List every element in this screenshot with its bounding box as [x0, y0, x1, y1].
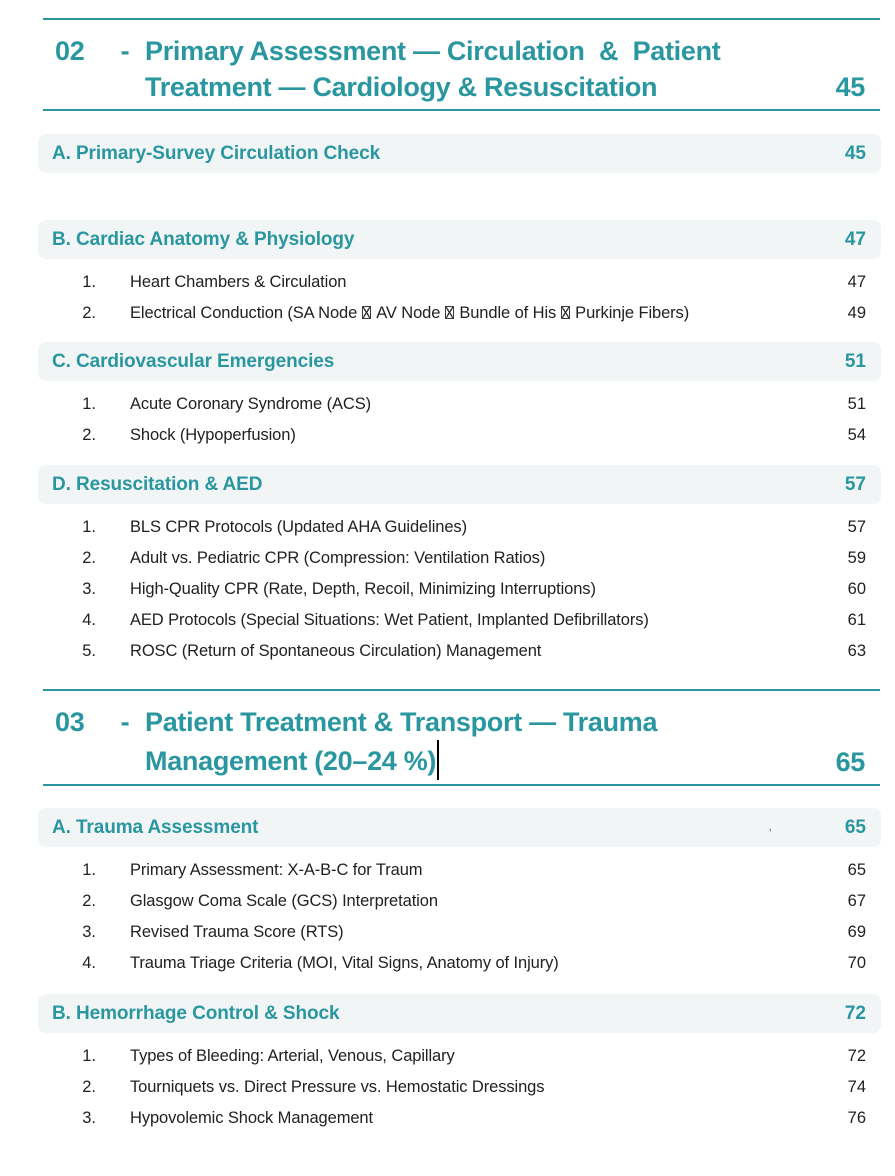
chapter-dash: -: [120, 36, 130, 66]
toc-item[interactable]: [38, 948, 881, 979]
chapter-title-line2: [145, 740, 880, 780]
section-heading-primary-survey[interactable]: [38, 134, 881, 173]
stray-mark: ʼ: [769, 828, 772, 840]
chapter-title: [145, 704, 880, 780]
item-number: 1.: [82, 395, 96, 413]
item-title: Hypovolemic Shock Management: [130, 1109, 373, 1127]
chapter-title-line1: Primary Assessment — Circulation & Patient: [145, 36, 721, 66]
section-items: [38, 389, 881, 451]
toc-item[interactable]: [38, 886, 881, 917]
item-title: Glasgow Coma Scale (GCS) Interpretation: [130, 892, 438, 910]
item-title: Tourniquets vs. Direct Pressure vs. Hemostatic Dressings: [130, 1078, 545, 1096]
section-label: A. Trauma Assessment: [52, 816, 259, 838]
item-title: ROSC (Return of Spontaneous Circulation) Management: [130, 642, 542, 660]
toc-item[interactable]: [38, 1072, 881, 1103]
section-label: B. Cardiac Anatomy & Physiology: [52, 228, 355, 250]
item-page-number: 61: [847, 611, 866, 629]
chapter-title-line2-text: Management (20–24 %): [145, 746, 437, 776]
item-title: Types of Bleeding: Arterial, Venous, Capillary: [130, 1047, 455, 1065]
item-page-number: 54: [847, 426, 866, 444]
section-heading-resuscitation-aed[interactable]: [38, 465, 881, 504]
item-title: Heart Chambers & Circulation: [130, 273, 347, 291]
item-title: Primary Assessment: X-A-B-C for Traum: [130, 861, 423, 879]
toc-item[interactable]: [38, 636, 881, 667]
section-items: [38, 267, 881, 329]
item-number: 4.: [82, 611, 96, 629]
section-items: [38, 855, 881, 979]
section-page-number: 57: [844, 473, 866, 495]
section-heading-cardiac-anatomy[interactable]: [38, 220, 881, 259]
section-heading-trauma-assessment[interactable]: [38, 808, 881, 847]
section-label: D. Resuscitation & AED: [52, 473, 263, 495]
item-number: 2.: [82, 1078, 96, 1096]
item-title-part: Purkinje Fibers): [575, 304, 690, 322]
item-page-number: 65: [847, 861, 866, 879]
toc-item[interactable]: [38, 1103, 881, 1134]
toc-item[interactable]: [38, 420, 881, 451]
chapter-dash: -: [120, 707, 130, 737]
chapter-number: 03: [55, 707, 85, 737]
chapter-02-heading[interactable]: [43, 18, 880, 111]
item-title: BLS CPR Protocols (Updated AHA Guidelines): [130, 518, 467, 536]
section-page-number: 51: [844, 350, 866, 372]
section-label: C. Cardiovascular Emergencies: [52, 350, 335, 372]
item-title: Acute Coronary Syndrome (ACS): [130, 395, 372, 413]
toc-item[interactable]: [38, 855, 881, 886]
section-page-number: 47: [844, 228, 866, 250]
item-number: 3.: [82, 1109, 96, 1127]
item-page-number: 72: [847, 1047, 866, 1065]
item-page-number: 51: [847, 395, 866, 413]
item-page-number: 47: [847, 273, 866, 291]
item-number: 2.: [82, 549, 96, 567]
toc-item[interactable]: [38, 267, 881, 298]
item-title-part: Bundle of His: [459, 304, 557, 322]
toc-item[interactable]: [38, 574, 881, 605]
item-title: Shock (Hypoperfusion): [130, 426, 296, 444]
item-title-part: Electrical Conduction (SA Node: [130, 304, 358, 322]
section-page-number: 45: [844, 142, 866, 164]
chapter-page-number: 65: [835, 747, 865, 777]
section-label: B. Hemorrhage Control & Shock: [52, 1002, 340, 1024]
item-number: 1.: [82, 273, 96, 291]
toc-item[interactable]: [38, 298, 881, 329]
item-number: 3.: [82, 923, 96, 941]
toc-page: [38, 0, 881, 1134]
item-page-number: 67: [847, 892, 866, 910]
section-items: [38, 1041, 881, 1134]
toc-item[interactable]: [38, 543, 881, 574]
chapter-02-row: [55, 33, 880, 105]
item-title: High-Quality CPR (Rate, Depth, Recoil, Minimizing Interruptions): [130, 580, 596, 598]
item-page-number: 69: [847, 923, 866, 941]
chapter-page-number: 45: [835, 72, 865, 102]
item-page-number: 59: [847, 549, 866, 567]
section-heading-hemorrhage-control[interactable]: [38, 994, 881, 1033]
section-page-number: 72: [844, 1002, 866, 1024]
item-page-number: 74: [847, 1078, 866, 1096]
item-number: 1.: [82, 861, 96, 879]
chapter-title: [145, 33, 880, 105]
toc-item[interactable]: [38, 389, 881, 420]
item-number: 5.: [82, 642, 96, 660]
chapter-number: 02: [55, 36, 85, 66]
item-page-number: 63: [847, 642, 866, 660]
section-heading-cardiovascular-emergencies[interactable]: [38, 342, 881, 381]
toc-item[interactable]: [38, 1041, 881, 1072]
chapter-03-row: [55, 704, 880, 780]
item-number: 2.: [82, 304, 96, 322]
item-title: [130, 304, 689, 323]
item-title: Trauma Triage Criteria (MOI, Vital Signs, Anatomy of Injury): [130, 954, 559, 972]
item-title: AED Protocols (Special Situations: Wet Patient, Implanted Defibrillators): [130, 611, 649, 629]
item-number: 1.: [82, 1047, 96, 1065]
item-page-number: 76: [847, 1109, 866, 1127]
chapter-title-line2: Treatment — Cardiology & Resuscitation: [145, 72, 658, 102]
text-cursor: [437, 740, 439, 780]
toc-item[interactable]: [38, 917, 881, 948]
item-page-number: 60: [847, 580, 866, 598]
item-page-number: 49: [847, 304, 866, 322]
item-number: 2.: [82, 426, 96, 444]
item-page-number: 70: [847, 954, 866, 972]
item-title: Revised Trauma Score (RTS): [130, 923, 344, 941]
missing-glyph-icon: [445, 306, 454, 319]
item-number: 4.: [82, 954, 96, 972]
item-title-part: AV Node: [376, 304, 441, 322]
item-number: 3.: [82, 580, 96, 598]
missing-glyph-icon: [362, 306, 371, 319]
chapter-03-heading[interactable]: [43, 689, 880, 786]
toc-item[interactable]: [38, 512, 881, 543]
missing-glyph-icon: [561, 306, 570, 319]
section-label: A. Primary-Survey Circulation Check: [52, 142, 381, 164]
section-page-number: 65: [844, 816, 866, 838]
item-number: 2.: [82, 892, 96, 910]
item-page-number: 57: [847, 518, 866, 536]
toc-item[interactable]: [38, 605, 881, 636]
chapter-title-line1: Patient Treatment & Transport — Trauma: [145, 707, 658, 737]
section-items: [38, 512, 881, 667]
item-title: Adult vs. Pediatric CPR (Compression: Ventilation Ratios): [130, 549, 546, 567]
item-number: 1.: [82, 518, 96, 536]
